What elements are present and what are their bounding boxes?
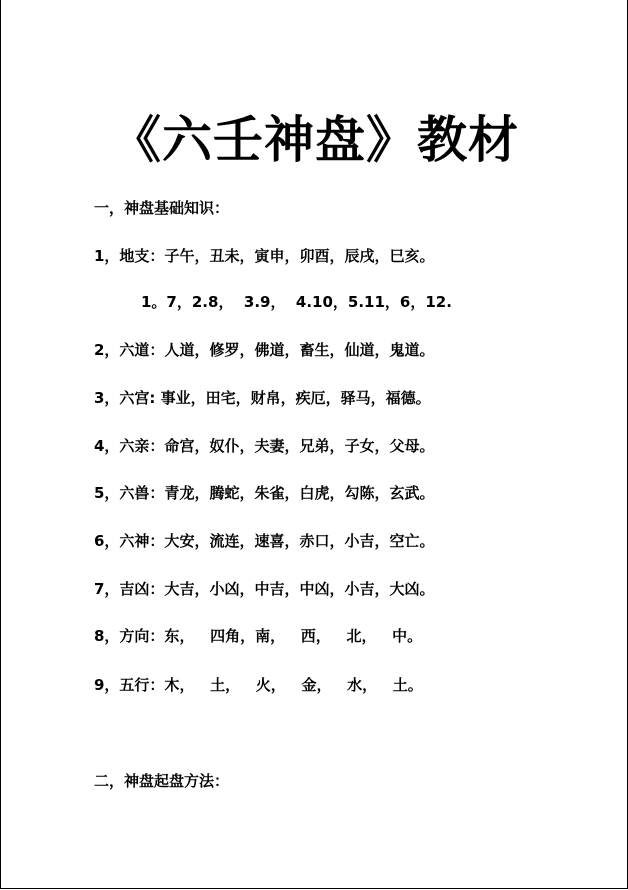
- list-item: 9，五行：木， 土， 火， 金， 水， 土。: [94, 676, 423, 694]
- list-item: 6，六神：大安，流连，速喜，赤口，小吉，空亡。: [94, 532, 435, 550]
- list-item: 3，六宫: 事业，田宅，财帛，疾厄，驿马，福德。: [94, 389, 431, 407]
- list-item: 2，六道：人道，修罗，佛道，畜生，仙道，鬼道。: [94, 341, 435, 359]
- section-heading-2: 二，神盘起盘方法：: [94, 772, 230, 790]
- list-item: 5，六兽：青龙，腾蛇，朱雀，白虎，勾陈，玄武。: [94, 484, 435, 502]
- list-item: 1，地支：子午，丑未，寅申，卯酉，辰戌，巳亥。: [94, 247, 435, 265]
- list-item: 8，方向：东， 四角，南， 西， 北， 中。: [94, 627, 423, 645]
- document-title: 《六壬神盘》教材: [111, 111, 519, 169]
- list-item-note: 1。7，2.8， 3.9， 4.10，5.11，6，12.: [141, 293, 452, 311]
- list-item: 7，吉凶：大吉，小凶，中吉，中凶，小吉，大凶。: [94, 580, 435, 598]
- list-item: 4，六亲：命宫，奴仆，夫妻，兄弟，子女，父母。: [94, 437, 435, 455]
- section-heading-1: 一，神盘基础知识：: [94, 199, 230, 217]
